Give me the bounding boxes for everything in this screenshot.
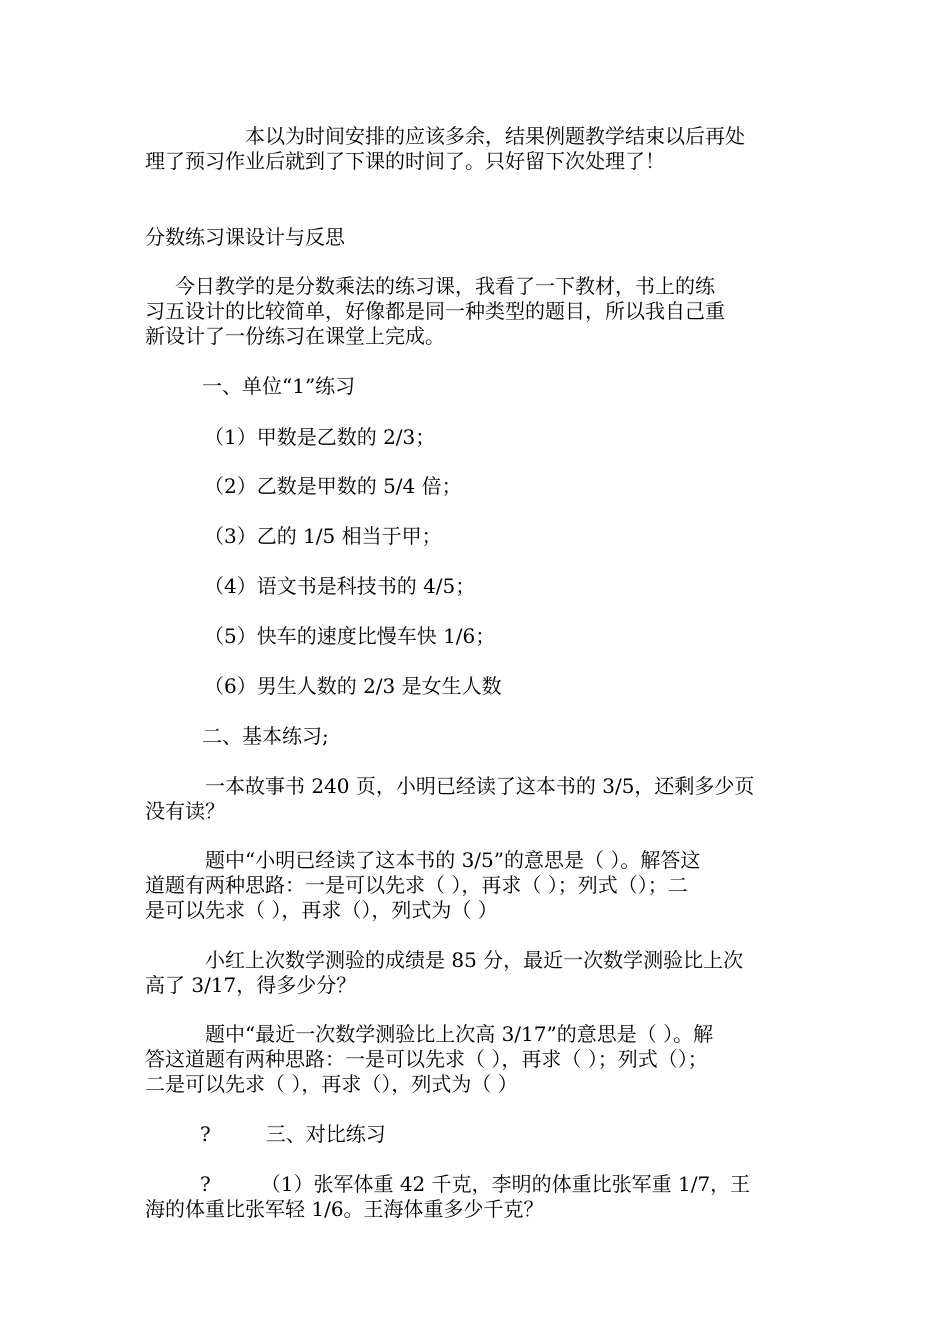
part2-heading-text: 二、基本练习; [202, 724, 329, 748]
part2-q2-hint-line-2: 答这道题有两种思路：一是可以先求（ ），再求（ ）；列式（）； [145, 1047, 708, 1071]
section-title [145, 225, 810, 250]
part1-item-5-text: （5）快车的速度比慢车快 1/6； [204, 624, 496, 648]
part1-item-3 [204, 524, 869, 549]
part2-q2-line-1: 小红上次数学测验的成绩是 85 分，最近一次数学测验比上次 [205, 948, 744, 972]
opening-line-2: 习五设计的比较简单，好像都是同一种类型的题目，所以我自己重 [145, 299, 725, 323]
part3-heading-prefix: ? [200, 1122, 211, 1146]
part2-q2-hint-line-1: 题中“最近一次数学测验比上次高 3/17”的意思是（ ）。解 [205, 1022, 714, 1046]
part3-q1-line-2: 海的体重比张军轻 1/6。王海体重多少千克？ [145, 1197, 544, 1221]
part2-q2-hint-line-3: 二是可以先求（ ），再求（），列式为（ ） [145, 1072, 518, 1096]
part2-question-1-hint [145, 848, 810, 923]
part1-heading [202, 374, 867, 399]
part1-item-5 [204, 624, 869, 649]
part2-q1-line-1: 一本故事书 240 页，小明已经读了这本书的 3/5，还剩多少页 [205, 774, 755, 798]
part1-item-4-text: （4）语文书是科技书的 4/5； [204, 574, 476, 598]
part1-item-2 [204, 474, 869, 499]
intro-line-2: 理了预习作业后就到了下课的时间了。只好留下次处理了！ [145, 149, 665, 173]
part2-question-2-hint [145, 1022, 810, 1097]
part2-q1-hint-line-3: 是可以先求（ ），再求（），列式为（ ） [145, 898, 498, 922]
part2-q1-hint-line-2: 道题有两种思路：一是可以先求（ ），再求（ ）；列式（）；二 [145, 873, 688, 897]
part2-q1-hint-line-1: 题中“小明已经读了这本书的 3/5”的意思是（ ）。解答这 [205, 848, 701, 872]
opening-paragraph [145, 274, 810, 349]
part2-q1-line-2: 没有读？ [145, 799, 225, 823]
opening-line-3: 新设计了一份练习在课堂上完成。 [145, 324, 445, 348]
part2-question-2 [145, 948, 810, 998]
part1-item-2-text: （2）乙数是甲数的 5/4 倍； [204, 474, 462, 498]
part3-question-1 [145, 1172, 810, 1222]
part3-heading-text: 三、对比练习 [265, 1122, 386, 1146]
part2-question-1 [145, 774, 810, 824]
opening-line-1: 今日教学的是分数乘法的练习课，我看了一下教材，书上的练 [175, 274, 715, 298]
part1-heading-text: 一、单位“1”练习 [202, 374, 356, 398]
part3-heading [200, 1122, 865, 1147]
section-title-text: 分数练习课设计与反思 [145, 225, 345, 249]
part2-heading [202, 724, 867, 749]
part3-q1-prefix: ? [200, 1172, 211, 1196]
intro-paragraph [145, 124, 810, 174]
part2-q2-line-2: 高了 3/17，得多少分？ [145, 973, 357, 997]
part1-item-1-text: （1）甲数是乙数的 2/3； [204, 425, 436, 449]
part3-heading-line [200, 1122, 865, 1147]
part3-q1-line-1 [145, 1172, 810, 1197]
intro-line-1: 本以为时间安排的应该多余，结果例题教学结束以后再处 [245, 124, 745, 148]
part1-item-6 [204, 674, 869, 699]
part1-item-1 [204, 425, 869, 450]
part1-item-4 [204, 574, 869, 599]
part3-q1-line-1-text: （1）张军体重 42 千克，李明的体重比张军重 1/7，王 [260, 1172, 751, 1196]
part1-item-6-text: （6）男生人数的 2/3 是女生人数 [204, 674, 502, 698]
part1-item-3-text: （3）乙的 1/5 相当于甲； [204, 524, 442, 548]
